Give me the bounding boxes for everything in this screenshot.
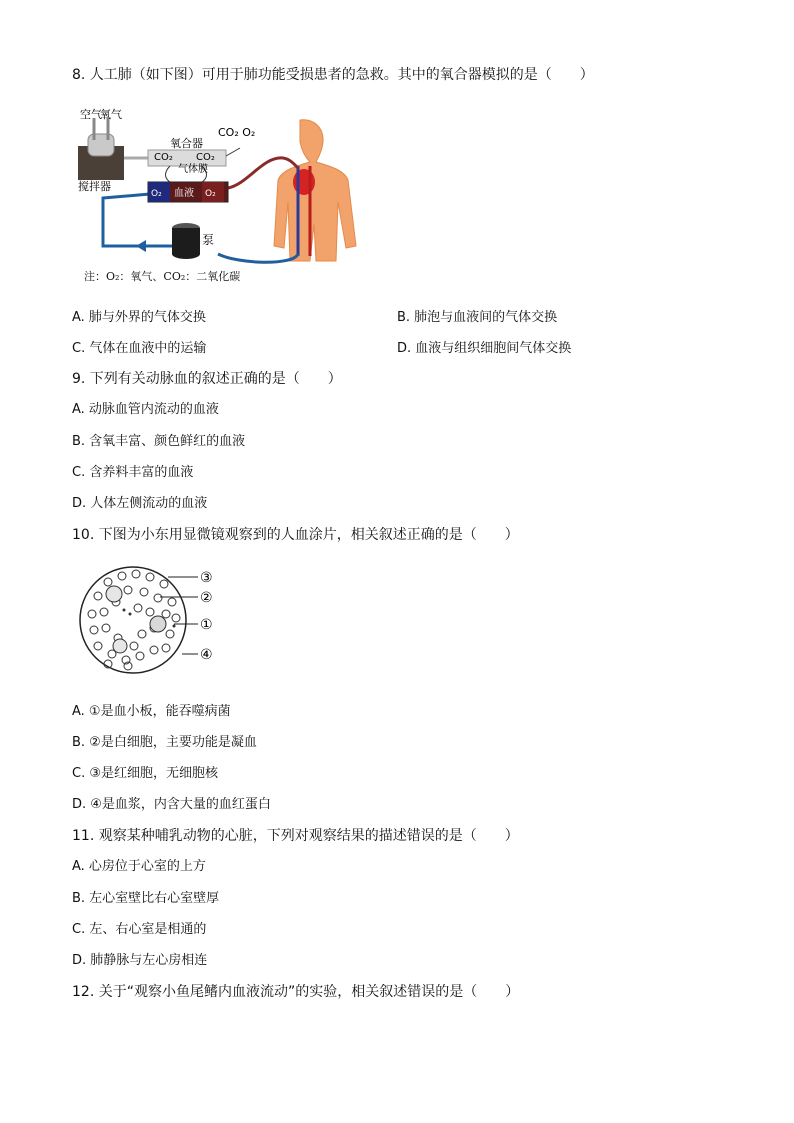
o2-right-label: O₂ — [205, 189, 216, 199]
question-12-stem: 12. 关于“观察小鱼尾鳍内血液流动”的实验，相关叙述错误的是（ ） — [72, 984, 520, 1000]
human-body-silhouette — [274, 120, 356, 261]
co2-left-arrow — [166, 166, 171, 182]
q8-option-a[interactable]: A. 肺与外界的气体交换 — [72, 310, 206, 325]
q11-option-d[interactable]: D. 肺静脉与左心房相连 — [72, 953, 208, 968]
q9-option-d[interactable]: D. 人体左侧流动的血液 — [72, 496, 208, 511]
blood-smear-figure — [78, 562, 228, 686]
return-blood-tube — [218, 254, 298, 262]
air-label: 空气 — [80, 108, 102, 121]
o2-left-label: O₂ — [151, 189, 162, 199]
question-9-stem: 9. 下列有关动脉血的叙述正确的是（ ） — [72, 371, 342, 387]
co2-o2-top-label: CO₂ O₂ — [218, 126, 256, 139]
stirrer-label: 搅拌器 — [78, 180, 111, 193]
white-blood-cell-2 — [150, 616, 166, 632]
q10-option-d[interactable]: D. ④是血浆，内含大量的血红蛋白 — [72, 797, 271, 812]
artificial-lung-figure — [78, 106, 368, 272]
flow-arrow-icon — [136, 240, 146, 252]
microscope-field — [80, 567, 186, 673]
label-4: ④ — [200, 647, 213, 663]
q9-option-a[interactable]: A. 动脉血管内流动的血液 — [72, 402, 219, 417]
platelet-3 — [173, 625, 176, 628]
q10-option-b[interactable]: B. ②是白细胞，主要功能是凝血 — [72, 735, 257, 750]
q11-option-c[interactable]: C. 左、右心室是相通的 — [72, 922, 207, 937]
white-blood-cell-3 — [113, 639, 127, 653]
platelet-2 — [129, 613, 132, 616]
q11-option-a[interactable]: A. 心房位于心室的上方 — [72, 859, 206, 874]
heart-shape — [293, 169, 315, 195]
co2-right-label: CO₂ — [196, 152, 215, 163]
q8-option-d[interactable]: D. 血液与组织细胞间气体交换 — [397, 341, 572, 356]
pump-label: 泵 — [202, 233, 215, 247]
label-3: ③ — [200, 570, 213, 586]
blood-smear-diagram — [78, 562, 228, 682]
question-8-stem: 8. 人工肺（如下图）可用于肺功能受损患者的急救。其中的氧合器模拟的是（ ） — [72, 67, 594, 83]
q9-option-b[interactable]: B. 含氧丰富、颜色鲜红的血液 — [72, 434, 246, 449]
exhaust-arrow — [226, 148, 240, 156]
q9-option-c[interactable]: C. 含养料丰富的血液 — [72, 465, 194, 480]
q8-option-b[interactable]: B. 肺泡与血液间的气体交换 — [397, 310, 558, 325]
stirrer-flask — [88, 134, 114, 156]
white-blood-cell — [106, 586, 122, 602]
blood-label: 血液 — [174, 188, 194, 199]
oxygenator-label: 氧合器 — [170, 137, 203, 150]
label-2: ② — [200, 590, 213, 606]
label-1: ① — [200, 617, 213, 633]
gas-membrane-label: 气体膜 — [178, 164, 208, 175]
question-10-stem: 10. 下图为小东用显微镜观察到的人血涂片，相关叙述正确的是（ ） — [72, 527, 519, 543]
q11-option-b[interactable]: B. 左心室壁比右心室壁厚 — [72, 891, 220, 906]
q10-option-c[interactable]: C. ③是红细胞，无细胞核 — [72, 766, 218, 781]
artificial-lung-diagram — [78, 106, 368, 268]
q10-option-a[interactable]: A. ①是血小板，能吞噬病菌 — [72, 704, 231, 719]
question-11-stem: 11. 观察某种哺乳动物的心脏，下列对观察结果的描述错误的是（ ） — [72, 828, 519, 844]
co2-left-label: CO₂ — [154, 152, 173, 163]
q8-option-c[interactable]: C. 气体在血液中的运输 — [72, 341, 207, 356]
oxygen-label: 氧气 — [100, 108, 122, 121]
figure-note: 注：O₂：氧气、CO₂：二氧化碳 — [84, 270, 241, 283]
platelet — [123, 609, 126, 612]
pump-bottom — [172, 249, 200, 259]
